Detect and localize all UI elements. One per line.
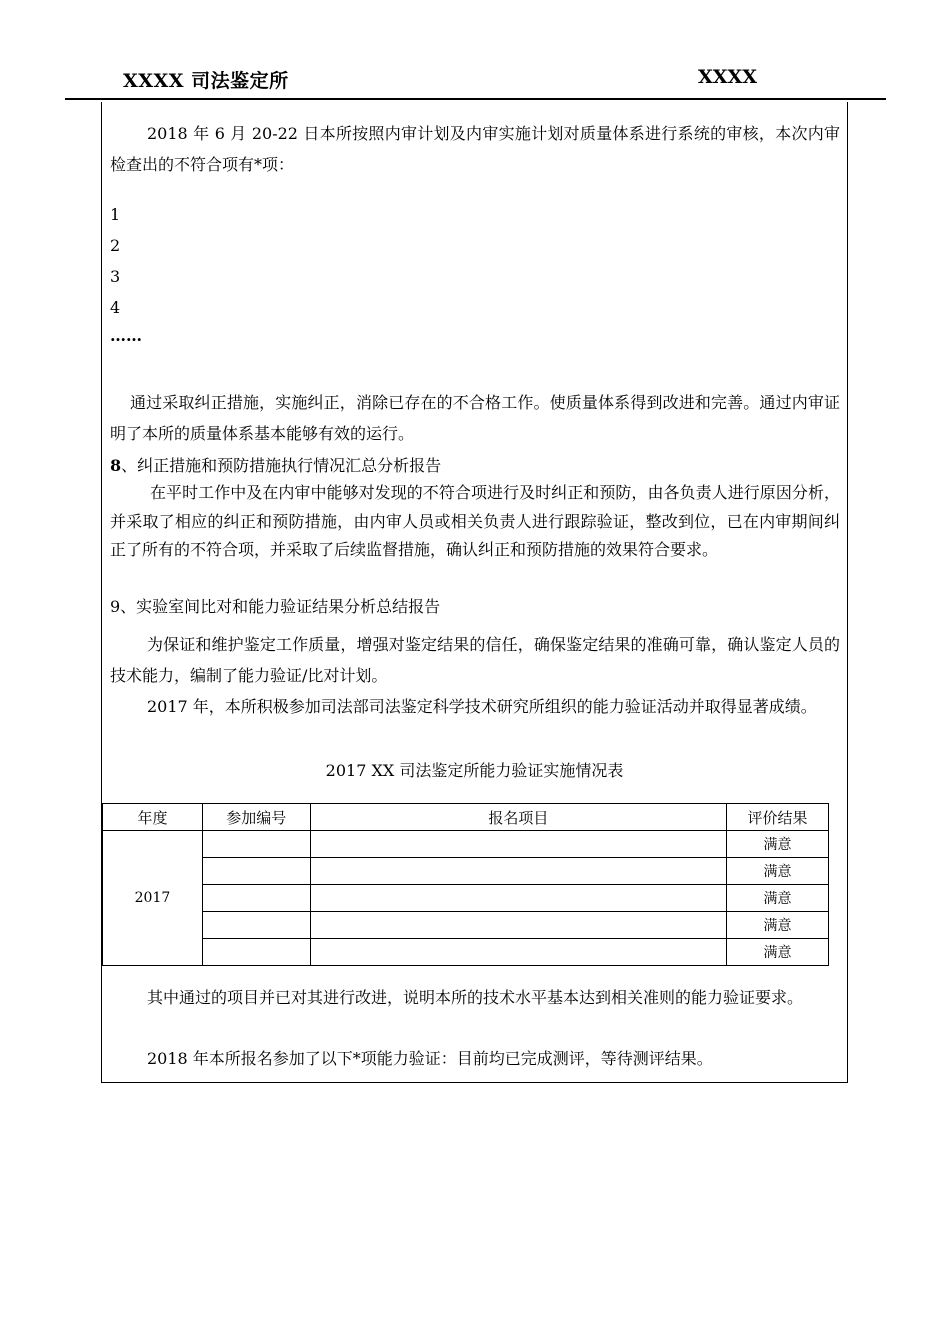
audit-item: 2	[110, 236, 121, 255]
section-9-para3: 其中通过的项目并已对其进行改进，说明本所的技术水平基本达到相关准则的能力验证要求。	[147, 988, 804, 1007]
result-cell: 满意	[727, 831, 829, 858]
project-cell	[310, 912, 726, 939]
audit-item: 3	[110, 267, 121, 286]
table-row	[103, 885, 829, 912]
result-cell: 满意	[727, 912, 829, 939]
table-header-row	[103, 804, 829, 831]
section-9-title: 9、实验室间比对和能力验证结果分析总结报告	[110, 597, 441, 616]
year-cell: 2017	[103, 831, 203, 966]
audit-conclusion: 通过采取纠正措施，实施纠正，消除已存在的不合格工作。使质量体系得到改进和完善。通过内审证明了本所的质量体系基本能够有效的运行。	[110, 393, 840, 443]
result-cell: 满意	[727, 858, 829, 885]
header-rule	[65, 98, 886, 100]
section-9-para2: 2017 年，本所积极参加司法部司法鉴定科学技术研究所组织的能力验证活动并取得显著成绩。	[147, 697, 817, 716]
result-cell: 满意	[727, 885, 829, 912]
project-cell	[310, 858, 726, 885]
col-header-project: 报名项目	[310, 804, 726, 831]
audit-ellipsis: ……	[110, 326, 142, 345]
col-header-result: 评价结果	[727, 804, 829, 831]
project-cell	[310, 939, 726, 966]
project-cell	[310, 885, 726, 912]
code-cell	[202, 858, 310, 885]
proficiency-table	[102, 803, 829, 966]
code-cell	[202, 885, 310, 912]
project-cell	[310, 831, 726, 858]
code-cell	[202, 939, 310, 966]
audit-item: 4	[110, 298, 121, 317]
table-row	[103, 858, 829, 885]
table-row	[103, 831, 829, 858]
result-cell: 满意	[727, 939, 829, 966]
section-8-heading	[110, 450, 840, 481]
code-cell	[202, 912, 310, 939]
audit-item: 1	[110, 205, 121, 224]
table-row	[103, 912, 829, 939]
section-8-number: 8	[110, 456, 122, 475]
code-cell	[202, 831, 310, 858]
header-org-name: XXXX 司法鉴定所	[123, 70, 289, 92]
col-header-year: 年度	[103, 804, 203, 831]
section-8-body: 在平时工作中及在内审中能够对发现的不符合项进行及时纠正和预防，由各负责人进行原因分析，并采取了相应的纠正和预防措施，由内审人员或相关负责人进行跟踪验证，整改到位，已在内审期间纠正了所有的不符合项，并采取了后续监督措施，确认纠正和预防措施的效果符合要求。	[110, 483, 840, 559]
section-8-title: 、纠正措施和预防措施执行情况汇总分析报告	[121, 456, 442, 475]
header-code: XXXX	[698, 66, 757, 88]
col-header-code: 参加编号	[202, 804, 310, 831]
section-9-para4: 2018 年本所报名参加了以下*项能力验证：目前均已完成测评，等待测评结果。	[147, 1049, 713, 1068]
table-row	[103, 939, 829, 966]
audit-intro: 2018 年 6 月 20-22 日本所按照内审计划及内审实施计划对质量体系进行系统的审核，本次内审检查出的不符合项有*项：	[110, 124, 840, 174]
section-9-para1: 为保证和维护鉴定工作质量，增强对鉴定结果的信任，确保鉴定结果的准确可靠，确认鉴定人员的技术能力，编制了能力验证/比对计划。	[110, 635, 840, 685]
table-caption: 2017 XX 司法鉴定所能力验证实施情况表	[325, 761, 624, 780]
